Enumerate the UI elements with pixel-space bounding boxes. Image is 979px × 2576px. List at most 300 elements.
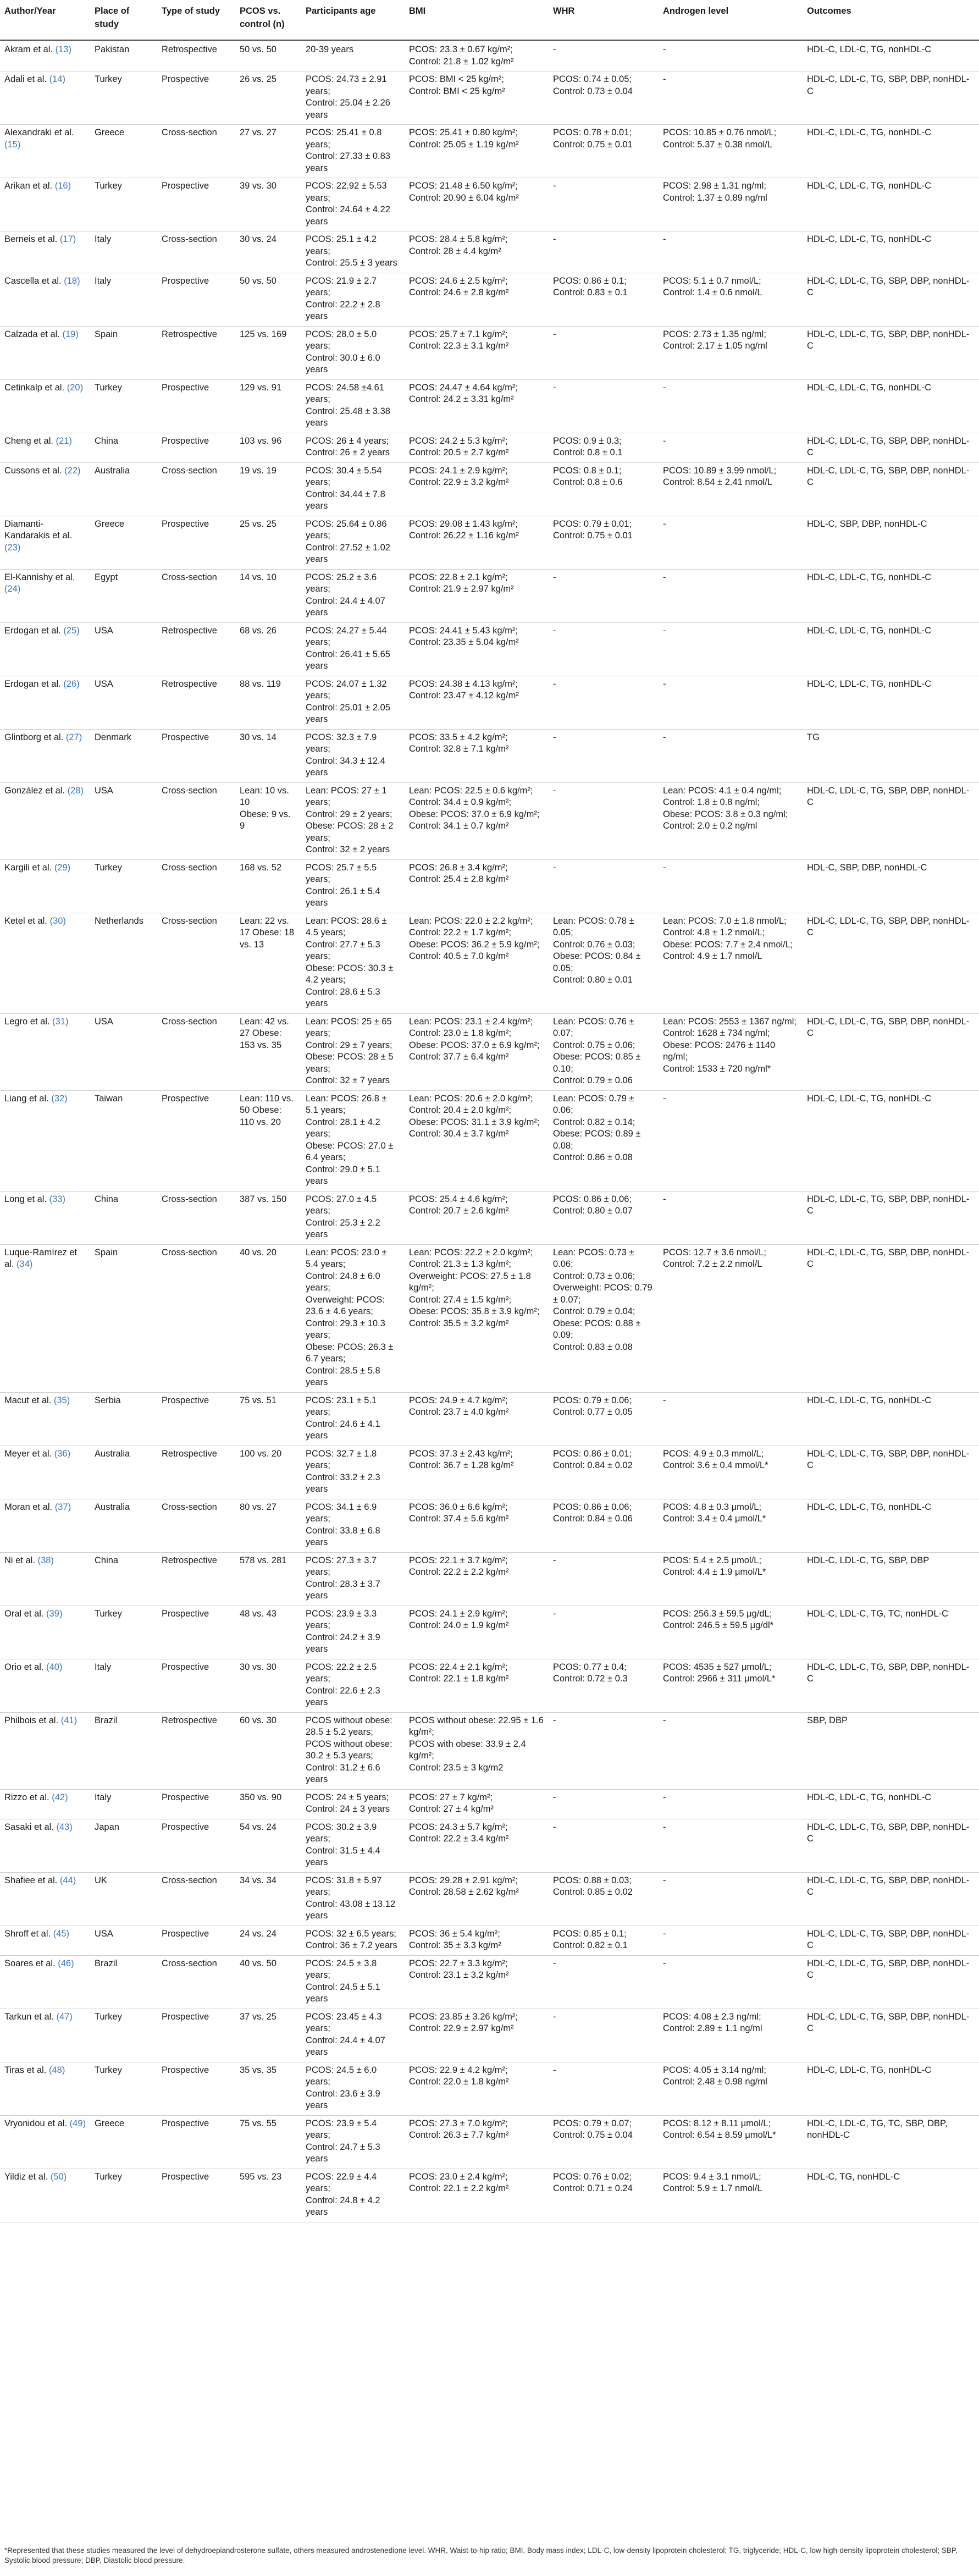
- reference-link[interactable]: (47): [56, 2011, 73, 2022]
- reference-link[interactable]: (26): [63, 679, 80, 689]
- place-cell: Taiwan: [90, 1090, 157, 1191]
- study-type-cell: Cross-section: [157, 1872, 235, 1926]
- outcomes-cell: HDL-C, LDL-C, TG, SBP, DBP, nonHDL-C: [803, 1013, 979, 1090]
- age-cell: PCOS: 27.3 ± 3.7 years; Control: 28.3 ± 3.7 years: [301, 1552, 405, 1606]
- whr-cell: -: [549, 1552, 659, 1606]
- whr-cell: PCOS: 0.78 ± 0.01; Control: 0.75 ± 0.01: [549, 125, 659, 178]
- reference-link[interactable]: (38): [37, 1555, 54, 1565]
- bmi-cell: Lean: PCOS: 20.6 ± 2.0 kg/m²; Control: 20.4 ± 2.0 kg/m²; Obese: PCOS: 31.1 ± 3.9 kg/m²; Control: 30.4 ± 3.7 kg/m²: [405, 1090, 549, 1191]
- author-cell: [0, 1446, 90, 1499]
- age-cell: PCOS: 24.07 ± 1.32 years; Control: 25.01 ± 2.05 years: [301, 676, 405, 729]
- table-row: [0, 1552, 979, 1606]
- outcomes-cell: HDL-C, LDL-C, TG, SBP, DBP, nonHDL-C: [803, 1926, 979, 1955]
- bmi-cell: PCOS: 28.4 ± 5.8 kg/m²; Control: 28 ± 4.4 kg/m²: [405, 231, 549, 273]
- bmi-cell: PCOS: 23.85 ± 3.26 kg/m²; Control: 22.9 ± 2.97 kg/m²: [405, 2009, 549, 2062]
- outcomes-cell: HDL-C, LDL-C, TG, SBP, DBP: [803, 1552, 979, 1606]
- reference-link[interactable]: (36): [54, 1448, 71, 1459]
- header-place-of-study: Place of study: [90, 0, 157, 40]
- androgen-cell: -: [659, 1872, 803, 1926]
- sample-size-cell: Lean: 42 vs. 27 Obese: 153 vs. 35: [235, 1013, 301, 1090]
- author-name: Alexandraki et al.: [4, 128, 74, 137]
- sample-size-cell: 100 vs. 20: [235, 1446, 301, 1499]
- age-cell: PCOS: 25.41 ± 0.8 years; Control: 27.33 ± 0.83 years: [301, 125, 405, 178]
- sample-size-cell: 595 vs. 23: [235, 2169, 301, 2222]
- place-cell: Turkey: [90, 71, 157, 125]
- outcomes-cell: HDL-C, LDL-C, TG, nonHDL-C: [803, 125, 979, 178]
- androgen-cell: PCOS: 5.1 ± 0.7 nmol/L; Control: 1.4 ± 0.6 nmol/L: [659, 273, 803, 326]
- reference-link[interactable]: (46): [58, 1958, 74, 1968]
- place-cell: Greece: [90, 2115, 157, 2169]
- sample-size-cell: 350 vs. 90: [235, 1789, 301, 1819]
- sample-size-cell: Lean: 10 vs. 10 Obese: 9 vs. 9: [235, 782, 301, 859]
- author-cell: [0, 462, 90, 516]
- header-outcomes: Outcomes: [803, 0, 979, 40]
- study-type-cell: Prospective: [157, 1789, 235, 1819]
- author-name: Soares et al.: [4, 1958, 56, 1968]
- table-row: [0, 1872, 979, 1926]
- outcomes-cell: HDL-C, LDL-C, TG, nonHDL-C: [803, 569, 979, 622]
- table-row: [0, 516, 979, 569]
- author-cell: [0, 516, 90, 569]
- author-name: Liang et al.: [4, 1093, 49, 1104]
- age-cell: PCOS: 27.0 ± 4.5 years; Control: 25.3 ± 2.2 years: [301, 1191, 405, 1244]
- age-cell: PCOS: 24.5 ± 6.0 years; Control: 23.6 ± 3.9 years: [301, 2062, 405, 2115]
- reference-link[interactable]: (18): [64, 275, 80, 286]
- table-row: [0, 1606, 979, 1659]
- author-cell: [0, 569, 90, 622]
- place-cell: Japan: [90, 1819, 157, 1872]
- androgen-cell: Lean: PCOS: 2553 ± 1367 ng/ml; Control: 1628 ± 734 ng/ml; Obese: PCOS: 2476 ± 1140 ng/ml; Control: 1533 ± 720 ng/ml*: [659, 1013, 803, 1090]
- sample-size-cell: 27 vs. 27: [235, 125, 301, 178]
- outcomes-cell: HDL-C, LDL-C, TG, SBP, DBP, nonHDL-C: [803, 1872, 979, 1926]
- study-type-cell: Prospective: [157, 516, 235, 569]
- author-name: Cetinkalp et al.: [4, 382, 65, 393]
- outcomes-cell: HDL-C, SBP, DBP, nonHDL-C: [803, 516, 979, 569]
- androgen-cell: PCOS: 2.73 ± 1.35 ng/ml; Control: 2.17 ± 1.05 ng/ml: [659, 326, 803, 379]
- study-type-cell: Prospective: [157, 1606, 235, 1659]
- sample-size-cell: 129 vs. 91: [235, 379, 301, 433]
- whr-cell: PCOS: 0.77 ± 0.4; Control: 0.72 ± 0.3: [549, 1659, 659, 1712]
- study-type-cell: Cross-section: [157, 125, 235, 178]
- androgen-cell: -: [659, 569, 803, 622]
- androgen-cell: -: [659, 1090, 803, 1191]
- table-row: [0, 1955, 979, 2009]
- bmi-cell: PCOS: 25.41 ± 0.80 kg/m²; Control: 25.05 ± 1.19 kg/m²: [405, 125, 549, 178]
- author-name: Luque-Ramírez et al.: [4, 1247, 78, 1269]
- bmi-cell: PCOS: 24.1 ± 2.9 kg/m²; Control: 22.9 ± 3.2 kg/m²: [405, 462, 549, 516]
- author-cell: [0, 326, 90, 379]
- table-row: [0, 273, 979, 326]
- bmi-cell: PCOS: 24.3 ± 5.7 kg/m²; Control: 22.2 ± 3.4 kg/m²: [405, 1819, 549, 1872]
- table-row: [0, 125, 979, 178]
- table-row: [0, 2169, 979, 2222]
- reference-link[interactable]: (32): [51, 1093, 68, 1104]
- sample-size-cell: Lean: 110 vs. 50 Obese: 110 vs. 20: [235, 1090, 301, 1191]
- study-type-cell: Retrospective: [157, 1712, 235, 1789]
- table-row: [0, 326, 979, 379]
- outcomes-cell: HDL-C, SBP, DBP, nonHDL-C: [803, 859, 979, 913]
- bmi-cell: PCOS: 36 ± 5.4 kg/m²; Control: 35 ± 3.3 kg/m²: [405, 1926, 549, 1955]
- author-name: Ni et al.: [4, 1555, 35, 1565]
- androgen-cell: PCOS: 10.85 ± 0.76 nmol/L; Control: 5.37 ± 0.38 nmol/L: [659, 125, 803, 178]
- sample-size-cell: Lean: 22 vs. 17 Obese: 18 vs. 13: [235, 913, 301, 1013]
- author-name: Diamanti-Kandarakis et al.: [4, 518, 72, 540]
- whr-cell: -: [549, 379, 659, 433]
- sample-size-cell: 34 vs. 34: [235, 1872, 301, 1926]
- sample-size-cell: 54 vs. 24: [235, 1819, 301, 1872]
- table-row: [0, 1090, 979, 1191]
- sample-size-cell: 25 vs. 25: [235, 516, 301, 569]
- androgen-cell: PCOS: 9.4 ± 3.1 nmol/L; Control: 5.9 ± 1.7 nmol/L: [659, 2169, 803, 2222]
- author-name: Erdogan et al.: [4, 679, 61, 689]
- bmi-cell: Lean: PCOS: 23.1 ± 2.4 kg/m²; Control: 23.0 ± 1.8 kg/m²; Obese: PCOS: 37.0 ± 6.9 kg/m²; Control: 37.7 ± 6.4 kg/m²: [405, 1013, 549, 1090]
- place-cell: Australia: [90, 1499, 157, 1552]
- reference-link[interactable]: (49): [69, 2118, 86, 2128]
- place-cell: Australia: [90, 1446, 157, 1499]
- table-row: [0, 40, 979, 71]
- study-type-cell: Prospective: [157, 273, 235, 326]
- age-cell: PCOS: 22.9 ± 4.4 years; Control: 24.8 ± 4.2 years: [301, 2169, 405, 2222]
- study-type-cell: Prospective: [157, 2169, 235, 2222]
- outcomes-cell: HDL-C, LDL-C, TG, SBP, DBP, nonHDL-C: [803, 1659, 979, 1712]
- author-name: Legro et al.: [4, 1016, 50, 1027]
- reference-link[interactable]: (27): [65, 732, 82, 742]
- whr-cell: -: [549, 40, 659, 71]
- header-sample-size: PCOS vs. control (n): [235, 0, 301, 40]
- author-cell: [0, 40, 90, 71]
- place-cell: USA: [90, 1926, 157, 1955]
- outcomes-cell: HDL-C, LDL-C, TG, TC, SBP, DBP, nonHDL-C: [803, 2115, 979, 2169]
- bmi-cell: PCOS: 36.0 ± 6.6 kg/m²; Control: 37.4 ± 5.6 kg/m²: [405, 1499, 549, 1552]
- sample-size-cell: 30 vs. 14: [235, 729, 301, 782]
- author-cell: [0, 125, 90, 178]
- outcomes-cell: HDL-C, LDL-C, TG, nonHDL-C: [803, 178, 979, 231]
- whr-cell: PCOS: 0.86 ± 0.01; Control: 0.84 ± 0.02: [549, 1446, 659, 1499]
- bmi-cell: PCOS: 24.9 ± 4.7 kg/m²; Control: 23.7 ± 4.0 kg/m²: [405, 1392, 549, 1446]
- place-cell: China: [90, 1552, 157, 1606]
- whr-cell: -: [549, 1606, 659, 1659]
- whr-cell: -: [549, 729, 659, 782]
- author-cell: [0, 622, 90, 676]
- androgen-cell: PCOS: 4.08 ± 2.3 ng/ml; Control: 2.89 ± 1.1 ng/ml: [659, 2009, 803, 2062]
- age-cell: PCOS: 21.9 ± 2.7 years; Control: 22.2 ± 2.8 years: [301, 273, 405, 326]
- study-type-cell: Cross-section: [157, 1244, 235, 1392]
- outcomes-cell: HDL-C, LDL-C, TG, nonHDL-C: [803, 1392, 979, 1446]
- androgen-cell: -: [659, 40, 803, 71]
- table-row: [0, 2009, 979, 2062]
- bmi-cell: Lean: PCOS: 22.0 ± 2.2 kg/m²; Control: 22.2 ± 1.7 kg/m²; Obese: PCOS: 36.2 ± 5.9 kg/m²; Control: 40.5 ± 7.0 kg/m²: [405, 913, 549, 1013]
- author-cell: [0, 1789, 90, 1819]
- bmi-cell: PCOS: 24.6 ± 2.5 kg/m²; Control: 24.6 ± 2.8 kg/m²: [405, 273, 549, 326]
- study-type-cell: Prospective: [157, 2115, 235, 2169]
- table-row: [0, 462, 979, 516]
- sample-size-cell: 168 vs. 52: [235, 859, 301, 913]
- place-cell: USA: [90, 1013, 157, 1090]
- whr-cell: PCOS: 0.8 ± 0.1; Control: 0.8 ± 0.6: [549, 462, 659, 516]
- place-cell: Turkey: [90, 2169, 157, 2222]
- outcomes-cell: HDL-C, LDL-C, TG, SBP, DBP, nonHDL-C: [803, 782, 979, 859]
- table-row: [0, 1659, 979, 1712]
- sample-size-cell: 26 vs. 25: [235, 71, 301, 125]
- bmi-cell: PCOS: 23.0 ± 2.4 kg/m²; Control: 22.1 ± 2.2 kg/m²: [405, 2169, 549, 2222]
- age-cell: PCOS: 24.27 ± 5.44 years; Control: 26.41 ± 5.65 years: [301, 622, 405, 676]
- bmi-cell: PCOS: 25.7 ± 7.1 kg/m²; Control: 22.3 ± 3.1 kg/m²: [405, 326, 549, 379]
- study-type-cell: Retrospective: [157, 40, 235, 71]
- age-cell: Lean: PCOS: 27 ± 1 years; Control: 29 ± 2 years; Obese: PCOS: 28 ± 2 years; Control: 32 ± 2 years: [301, 782, 405, 859]
- author-cell: [0, 2009, 90, 2062]
- place-cell: China: [90, 433, 157, 462]
- author-name: Yildiz et al.: [4, 2171, 48, 2182]
- reference-link[interactable]: (33): [49, 1194, 65, 1204]
- reference-link[interactable]: (24): [4, 584, 21, 594]
- reference-link[interactable]: (29): [54, 862, 71, 873]
- reference-link[interactable]: (35): [53, 1395, 70, 1405]
- study-type-cell: Prospective: [157, 1392, 235, 1446]
- androgen-cell: PCOS: 5.4 ± 2.5 μmol/L; Control: 4.4 ± 1.9 μmol/L*: [659, 1552, 803, 1606]
- age-cell: PCOS: 30.4 ± 5.54 years; Control: 34.44 ± 7.8 years: [301, 462, 405, 516]
- whr-cell: -: [549, 2009, 659, 2062]
- place-cell: Serbia: [90, 1392, 157, 1446]
- bmi-cell: PCOS: 29.08 ± 1.43 kg/m²; Control: 26.22 ± 1.16 kg/m²: [405, 516, 549, 569]
- reference-link[interactable]: (20): [67, 382, 84, 393]
- author-name: Orio et al.: [4, 1662, 44, 1672]
- bmi-cell: PCOS: 21.48 ± 6.50 kg/m²; Control: 20.90 ± 6.04 kg/m²: [405, 178, 549, 231]
- study-type-cell: Prospective: [157, 1926, 235, 1955]
- whr-cell: -: [549, 1789, 659, 1819]
- author-cell: [0, 859, 90, 913]
- author-name: Ketel et al.: [4, 915, 47, 926]
- androgen-cell: -: [659, 676, 803, 729]
- study-type-cell: Prospective: [157, 2009, 235, 2062]
- whr-cell: -: [549, 231, 659, 273]
- author-cell: [0, 913, 90, 1013]
- table-row: [0, 1392, 979, 1446]
- outcomes-cell: HDL-C, LDL-C, TG, nonHDL-C: [803, 379, 979, 433]
- age-cell: PCOS: 32 ± 6.5 years; Control: 36 ± 7.2 years: [301, 1926, 405, 1955]
- outcomes-cell: HDL-C, LDL-C, TG, nonHDL-C: [803, 1499, 979, 1552]
- reference-link[interactable]: (17): [59, 234, 76, 244]
- sample-size-cell: 578 vs. 281: [235, 1552, 301, 1606]
- author-name: Shroff et al.: [4, 1928, 51, 1939]
- sample-size-cell: 50 vs. 50: [235, 273, 301, 326]
- sample-size-cell: 103 vs. 96: [235, 433, 301, 462]
- age-cell: PCOS: 23.9 ± 3.3 years; Control: 24.2 ± 3.9 years: [301, 1606, 405, 1659]
- study-type-cell: Cross-section: [157, 1191, 235, 1244]
- age-cell: PCOS: 25.1 ± 4.2 years; Control: 25.5 ± 3 years: [301, 231, 405, 273]
- androgen-cell: PCOS: 12.7 ± 3.6 nmol/L; Control: 7.2 ± 2.2 nmol/L: [659, 1244, 803, 1392]
- outcomes-cell: HDL-C, LDL-C, TG, nonHDL-C: [803, 2062, 979, 2115]
- reference-link[interactable]: (15): [4, 139, 21, 150]
- reference-link[interactable]: (13): [55, 45, 71, 54]
- androgen-cell: -: [659, 622, 803, 676]
- whr-cell: -: [549, 859, 659, 913]
- table-row: [0, 1244, 979, 1392]
- reference-link[interactable]: (16): [54, 181, 71, 191]
- author-name: Arikan et al.: [4, 181, 53, 191]
- age-cell: PCOS: 23.1 ± 5.1 years; Control: 24.6 ± 4.1 years: [301, 1392, 405, 1446]
- table-row: [0, 1926, 979, 1955]
- sample-size-cell: 50 vs. 50: [235, 40, 301, 71]
- place-cell: Pakistan: [90, 40, 157, 71]
- sample-size-cell: 14 vs. 10: [235, 569, 301, 622]
- age-cell: PCOS: 25.64 ± 0.86 years; Control: 27.52 ± 1.02 years: [301, 516, 405, 569]
- study-type-cell: Retrospective: [157, 1446, 235, 1499]
- age-cell: PCOS: 24.73 ± 2.91 years; Control: 25.04 ± 2.26 years: [301, 71, 405, 125]
- table-row: [0, 1819, 979, 1872]
- reference-link[interactable]: (43): [56, 1822, 73, 1832]
- age-cell: PCOS: 30.2 ± 3.9 years; Control: 31.5 ± 4.4 years: [301, 1819, 405, 1872]
- reference-link[interactable]: (23): [4, 542, 21, 553]
- place-cell: Turkey: [90, 859, 157, 913]
- reference-link[interactable]: (42): [52, 1792, 68, 1802]
- table-row: [0, 569, 979, 622]
- author-name: Rizzo et al.: [4, 1792, 49, 1802]
- study-type-cell: Prospective: [157, 1659, 235, 1712]
- table-row: [0, 782, 979, 859]
- sample-size-cell: 35 vs. 35: [235, 2062, 301, 2115]
- age-cell: Lean: PCOS: 26.8 ± 5.1 years; Control: 28.1 ± 4.2 years; Obese: PCOS: 27.0 ± 6.4 years; Control: 29.0 ± 5.1 years: [301, 1090, 405, 1191]
- reference-link[interactable]: (37): [54, 1502, 71, 1512]
- author-name: Macut et al.: [4, 1395, 52, 1405]
- author-cell: [0, 2115, 90, 2169]
- place-cell: Turkey: [90, 2062, 157, 2115]
- reference-link[interactable]: (45): [53, 1928, 70, 1939]
- study-type-cell: Prospective: [157, 729, 235, 782]
- table-row: [0, 1446, 979, 1499]
- outcomes-cell: HDL-C, LDL-C, TG, nonHDL-C: [803, 231, 979, 273]
- table-row: [0, 1499, 979, 1552]
- age-cell: PCOS: 31.8 ± 5.97 years; Control: 43.08 ± 13.12 years: [301, 1872, 405, 1926]
- whr-cell: PCOS: 0.76 ± 0.02; Control: 0.71 ± 0.24: [549, 2169, 659, 2222]
- age-cell: PCOS: 24.5 ± 3.8 years; Control: 24.5 ± 5.1 years: [301, 1955, 405, 2009]
- reference-link[interactable]: (50): [50, 2171, 67, 2182]
- place-cell: Spain: [90, 326, 157, 379]
- place-cell: Brazil: [90, 1712, 157, 1789]
- header-whr: WHR: [549, 0, 659, 40]
- study-type-cell: Prospective: [157, 71, 235, 125]
- table-row: [0, 729, 979, 782]
- age-cell: PCOS: 22.2 ± 2.5 years; Control: 22.6 ± 2.3 years: [301, 1659, 405, 1712]
- author-cell: [0, 231, 90, 273]
- sample-size-cell: 125 vs. 169: [235, 326, 301, 379]
- bmi-cell: PCOS: 23.3 ± 0.67 kg/m²; Control: 21.8 ± 1.02 kg/m²: [405, 40, 549, 71]
- outcomes-cell: HDL-C, LDL-C, TG, SBP, DBP, nonHDL-C: [803, 71, 979, 125]
- outcomes-cell: HDL-C, LDL-C, TG, SBP, DBP, nonHDL-C: [803, 2009, 979, 2062]
- bmi-cell: PCOS: 24.2 ± 5.3 kg/m²; Control: 20.5 ± 2.7 kg/m²: [405, 433, 549, 462]
- table-row: [0, 913, 979, 1013]
- place-cell: USA: [90, 622, 157, 676]
- place-cell: Brazil: [90, 1955, 157, 2009]
- whr-cell: PCOS: 0.86 ± 0.06; Control: 0.84 ± 0.06: [549, 1499, 659, 1552]
- sample-size-cell: 19 vs. 19: [235, 462, 301, 516]
- whr-cell: -: [549, 1712, 659, 1789]
- table-row: [0, 231, 979, 273]
- age-cell: PCOS: 22.92 ± 5.53 years; Control: 24.64 ± 4.22 years: [301, 178, 405, 231]
- reference-link[interactable]: (31): [52, 1016, 69, 1027]
- outcomes-cell: HDL-C, LDL-C, TG, nonHDL-C: [803, 622, 979, 676]
- androgen-cell: PCOS: 2.98 ± 1.31 ng/ml; Control: 1.37 ± 0.89 ng/ml: [659, 178, 803, 231]
- reference-link[interactable]: (39): [46, 1608, 63, 1619]
- author-name: Tiras et al.: [4, 2065, 47, 2075]
- androgen-cell: -: [659, 1789, 803, 1819]
- outcomes-cell: HDL-C, LDL-C, TG, nonHDL-C: [803, 40, 979, 71]
- whr-cell: Lean: PCOS: 0.79 ± 0.06; Control: 0.82 ± 0.14; Obese: PCOS: 0.89 ± 0.08; Control: 0.86 ± 0.08: [549, 1090, 659, 1191]
- reference-link[interactable]: (40): [46, 1662, 63, 1672]
- whr-cell: PCOS: 0.79 ± 0.07; Control: 0.75 ± 0.04: [549, 2115, 659, 2169]
- author-name: Vryonidou et al.: [4, 2118, 68, 2128]
- reference-link[interactable]: (14): [49, 74, 65, 84]
- whr-cell: -: [549, 1819, 659, 1872]
- table-row: [0, 2062, 979, 2115]
- bmi-cell: PCOS: 33.5 ± 4.2 kg/m²; Control: 32.8 ± 7.1 kg/m²: [405, 729, 549, 782]
- place-cell: Italy: [90, 1789, 157, 1819]
- androgen-cell: PCOS: 256.3 ± 59.5 μg/dL; Control: 246.5 ± 59.5 μg/dl*: [659, 1606, 803, 1659]
- androgen-cell: -: [659, 379, 803, 433]
- sample-size-cell: 75 vs. 55: [235, 2115, 301, 2169]
- whr-cell: -: [549, 622, 659, 676]
- author-cell: [0, 729, 90, 782]
- header-androgen-level: Androgen level: [659, 0, 803, 40]
- whr-cell: PCOS: 0.86 ± 0.06; Control: 0.80 ± 0.07: [549, 1191, 659, 1244]
- reference-link[interactable]: (48): [49, 2065, 65, 2075]
- reference-link[interactable]: (19): [62, 329, 79, 339]
- reference-link[interactable]: (44): [59, 1875, 76, 1885]
- author-name: El-Kannishy et al.: [4, 572, 75, 582]
- reference-link[interactable]: (28): [67, 785, 84, 796]
- androgen-cell: PCOS: 4.8 ± 0.3 μmol/L; Control: 3.4 ± 0.4 μmol/L*: [659, 1499, 803, 1552]
- whr-cell: PCOS: 0.86 ± 0.1; Control: 0.83 ± 0.1: [549, 273, 659, 326]
- bmi-cell: PCOS: 37.3 ± 2.43 kg/m²; Control: 36.7 ± 1.28 kg/m²: [405, 1446, 549, 1499]
- bmi-cell: PCOS: 25.4 ± 4.6 kg/m²; Control: 20.7 ± 2.6 kg/m²: [405, 1191, 549, 1244]
- author-cell: [0, 1191, 90, 1244]
- reference-link[interactable]: (41): [60, 1715, 78, 1725]
- androgen-cell: Lean: PCOS: 4.1 ± 0.4 ng/ml; Control: 1.8 ± 0.8 ng/ml; Obese: PCOS: 3.8 ± 0.3 ng/ml; Control: 2.0 ± 0.2 ng/ml: [659, 782, 803, 859]
- reference-link[interactable]: (34): [16, 1259, 33, 1269]
- study-type-cell: Prospective: [157, 1090, 235, 1191]
- reference-link[interactable]: (25): [63, 625, 80, 636]
- study-type-cell: Cross-section: [157, 462, 235, 516]
- outcomes-cell: HDL-C, LDL-C, TG, SBP, DBP, nonHDL-C: [803, 1191, 979, 1244]
- sample-size-cell: 37 vs. 25: [235, 2009, 301, 2062]
- bmi-cell: PCOS: 24.47 ± 4.64 kg/m²; Control: 24.2 ± 3.31 kg/m²: [405, 379, 549, 433]
- androgen-cell: -: [659, 1191, 803, 1244]
- androgen-cell: -: [659, 1926, 803, 1955]
- place-cell: Australia: [90, 462, 157, 516]
- reference-link[interactable]: (30): [49, 915, 66, 926]
- study-type-cell: Cross-section: [157, 231, 235, 273]
- study-type-cell: Prospective: [157, 379, 235, 433]
- outcomes-cell: HDL-C, LDL-C, TG, SBP, DBP, nonHDL-C: [803, 433, 979, 462]
- androgen-cell: -: [659, 516, 803, 569]
- outcomes-cell: HDL-C, LDL-C, TG, SBP, DBP, nonHDL-C: [803, 1244, 979, 1392]
- study-type-cell: Prospective: [157, 1819, 235, 1872]
- author-name: Oral et al.: [4, 1608, 44, 1619]
- androgen-cell: Lean: PCOS: 7.0 ± 1.8 nmol/L; Control: 4.8 ± 1.2 nmol/L; Obese: PCOS: 7.7 ± 2.4 nmol/L; Control: 4.9 ± 1.7 nmol/L: [659, 913, 803, 1013]
- author-name: Calzada et al.: [4, 329, 60, 339]
- androgen-cell: -: [659, 1819, 803, 1872]
- outcomes-cell: HDL-C, LDL-C, TG, SBP, DBP, nonHDL-C: [803, 1446, 979, 1499]
- table-footnote: *Represented that these studies measured the level of dehydroepiandrosterone sulfate, others measured androstenedione level. WHR, Waist-to-hip ratio; BMI, Body mass index; LDL-C, low-density lipoprotein cholesterol; TG, triglyceride; HDL-C, low high-density lipoprotein cholesterol; SBP, Systolic blood pressure; DBP, Diastolic blood pressure.: [4, 2546, 958, 2564]
- author-name: Tarkun et al.: [4, 2011, 54, 2022]
- author-cell: [0, 273, 90, 326]
- author-name: Cascella et al.: [4, 275, 62, 286]
- reference-link[interactable]: (21): [56, 435, 72, 446]
- reference-link[interactable]: (22): [64, 465, 81, 476]
- outcomes-cell: HDL-C, LDL-C, TG, nonHDL-C: [803, 676, 979, 729]
- androgen-cell: -: [659, 1955, 803, 2009]
- androgen-cell: -: [659, 231, 803, 273]
- header-row: [0, 0, 979, 40]
